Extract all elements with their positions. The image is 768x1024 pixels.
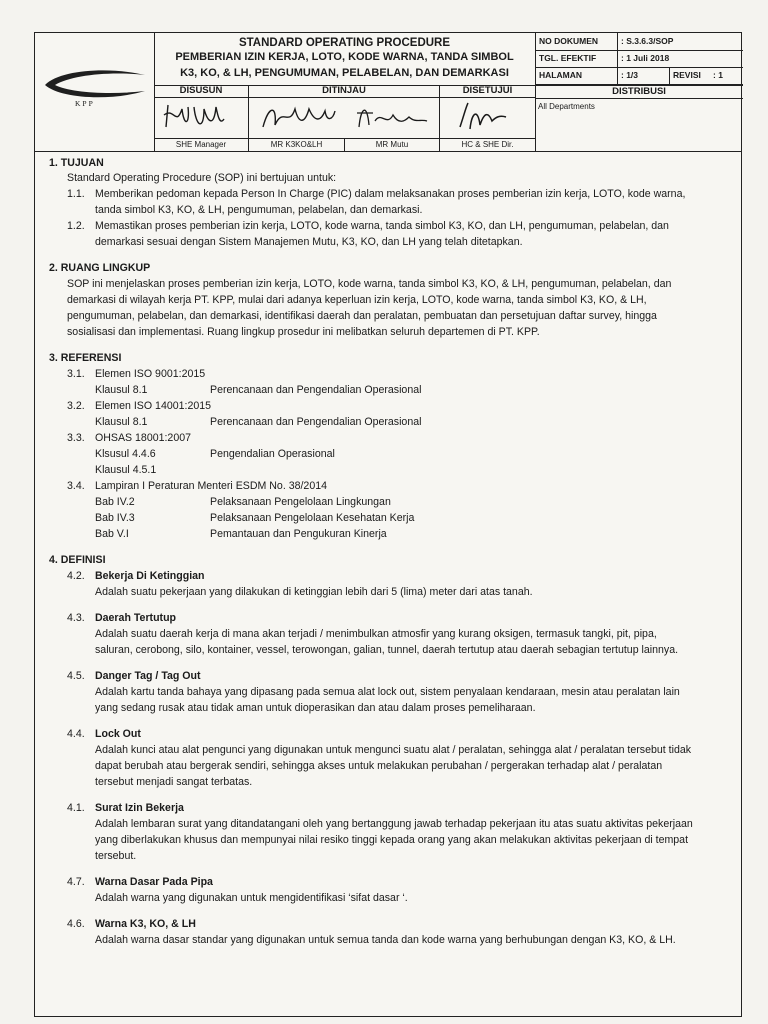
ref-num: 3.3. [67,432,85,444]
section-heading-referensi: 3. REFERENSI [49,352,122,364]
tujuan-item-num: 1.2. [67,220,85,232]
tujuan-item-line: tanda simbol K3, KO, & LH, pengumuman, pelabelan, dan demarkasi. [95,204,423,216]
approved-label: DISETUJUI [440,85,535,98]
def-text: Adalah warna yang digunakan untuk mengidentifikasi ‘sifat dasar ‘. [95,892,408,904]
def-term: Surat Izin Bekerja [95,802,184,814]
ref-desc: Pelaksanaan Pengelolaan Lingkungan [210,496,391,508]
tujuan-intro: Standard Operating Procedure (SOP) ini bertujuan untuk: [67,172,337,184]
distribution-label: DISTRIBUSI [535,85,743,99]
ref-item: Elemen ISO 9001:2015 [95,368,206,380]
def-num: 4.5. [67,670,85,682]
role-mr-k3kolh: MR K3KO&LH [249,138,345,151]
def-term: Warna K3, KO, & LH [95,918,196,930]
ruang-lingkup-line: sosialisasi dan implementasi. Ruang lingkup prosedur ini melibatkan seluruh departemen di PT. KPP. [67,326,540,338]
def-text: yang sedang rusak atau tidak aman untuk dioperasikan dan atau dalam proses pemeliharaan. [95,702,536,714]
ref-num: 3.1. [67,368,85,380]
def-num: 4.4. [67,728,85,740]
def-term: Bekerja Di Ketinggian [95,570,205,582]
tujuan-item-num: 1.1. [67,188,85,200]
meta-page-revision: HALAMAN : 1/3 REVISI : 1 [535,67,743,85]
reviewed-label: DITINJAU [249,85,439,98]
logo-text: KPP [75,99,95,108]
ref-desc: Pelaksanaan Pengelolaan Kesehatan Kerja [210,512,415,524]
meta-effective-date: TGL. EFEKTIF : 1 Juli 2018 [535,50,743,68]
def-num: 4.7. [67,876,85,888]
tujuan-item-line: Memastikan proses pemberian izin kerja, LOTO, kode warna, tanda simbol K3, KO, dan LH, pengumuman, pelabelan, dan [95,220,669,232]
document-title: STANDARD OPERATING PROCEDURE [238,37,451,49]
def-text: Adalah lembaran surat yang ditandatangani oleh yang bertanggung jawab terhadap pekerjaan itu atas suatu aktivitas pekerjaan [95,818,693,830]
tujuan-item-line: Memberikan pedoman kepada Person In Charge (PIC) dalam melaksanakan proses pemberian izin kerja, LOTO, kode warna, [95,188,686,200]
signature-approved [440,97,535,139]
def-term: Daerah Tertutup [95,612,177,624]
role-hc-she-dir: HC & SHE Dir. [440,138,535,151]
def-num: 4.6. [67,918,85,930]
ref-item: Bab IV.3 [95,512,135,524]
def-text: Adalah warna dasar standar yang digunakan untuk semua tanda dan kode warna yang berhubungan dengan K3, KO, & LH. [95,934,676,946]
ref-desc: Perencanaan dan Pengendalian Operasional [210,384,422,396]
ref-num: 3.4. [67,480,85,492]
distribution-block [535,85,743,151]
signature-prepared [154,97,248,139]
def-text: tersebut menjadi sangat terbatas. [95,776,253,788]
ref-item: Klausul 8.1 [95,384,148,396]
approval-block [154,85,536,151]
ref-item: OHSAS 18001:2007 [95,432,192,444]
ruang-lingkup-line: pengumuman, pelabelan, dan demarkasi, identifikasi daerah dan peralatan, pembuatan dan persetujuan daftar survey, hingga [67,310,657,322]
def-num: 4.2. [67,570,85,582]
ref-item: Klausul 8.1 [95,416,148,428]
section-heading-tujuan: 1. TUJUAN [49,157,104,169]
prepared-label: DISUSUN [154,85,248,98]
ref-desc: Pengendalian Operasional [210,448,335,460]
meta-divider [617,33,618,85]
document-subtitle-line-1: PEMBERIAN IZIN KERJA, LOTO, KODE WARNA, TANDA SIMBOL [175,51,514,63]
ref-desc: Pemantauan dan Pengukuran Kinerja [210,528,387,540]
title-block [154,33,536,86]
ref-item: Bab V.I [95,528,129,540]
def-text: dapat berubah atau bergerak sendiri, sehingga akses untuk melakukan perubahan / pergerakan terhadap alat / peralatan [95,760,663,772]
approval-approved [440,85,535,151]
document-subtitle-line-2: K3, KO, & LH, PENGUMUMAN, PELABELAN, DAN DEMARKASI [180,67,509,79]
signatures-reviewed [249,97,439,139]
def-text: Adalah suatu daerah kerja di mana akan terjadi / menimbulkan atmosfir yang kurang oksigen, termasuk tangki, pit, pipa, [95,628,657,640]
ruang-lingkup-line: demarkasi di wilayah kerja PT. KPP, mulai dari adanya keperluan izin kerja, LOTO, kode warna, tanda simbol K3, KO, & LH, [67,294,647,306]
section-heading-definisi: 4. DEFINISI [49,554,106,566]
def-term: Warna Dasar Pada Pipa [95,876,213,888]
def-text: Adalah kartu tanda bahaya yang dipasang pada semua alat lock out, sistem penyalaan kendaraan, mesin atau peralatan lain [95,686,680,698]
tujuan-item-line: demarkasi sesuai dengan Sistem Manajemen Mutu, K3, KO, dan LH yang telah ditetapkan. [95,236,523,248]
meta-doc-number: NO DOKUMEN : S.3.6.3/SOP [535,33,743,51]
ref-desc: Perencanaan dan Pengendalian Operasional [210,416,422,428]
ref-item: Klausul 4.5.1 [95,464,157,476]
ref-item: Elemen ISO 14001:2015 [95,400,212,412]
distribution-value: All Departments [538,102,595,111]
def-num: 4.1. [67,802,85,814]
ref-item: Lampiran I Peraturan Menteri ESDM No. 38/2014 [95,480,328,492]
ref-item: Klsusul 4.4.6 [95,448,156,460]
ref-item: Bab IV.2 [95,496,135,508]
def-text: Adalah kunci atau alat pengunci yang digunakan untuk mengunci suatu alat / peralatan, sehingga alat / peralatan tersebut tidak [95,744,692,756]
approval-reviewed [249,85,440,151]
section-heading-ruang-lingkup: 2. RUANG LINGKUP [49,262,151,274]
def-num: 4.3. [67,612,85,624]
def-term: Lock Out [95,728,141,740]
kpp-logo [41,67,149,101]
def-text: tersebut. [95,850,137,862]
def-text: saluran, cerobong, silo, kontainer, vessel, terowongan, galian, tunnel, daerah tertutup atau daerah sebagian tertutup lainnya. [95,644,679,656]
ruang-lingkup-line: SOP ini menjelaskan proses pemberian izin kerja, LOTO, kode warna, tanda simbol K3, KO, & LH, pengumuman, pelabelan, dan [67,278,672,290]
approval-prepared [154,85,249,151]
document-page [34,32,742,1017]
role-mr-mutu: MR Mutu [345,138,439,151]
def-text: yang diberlakukan khusus dan mempunyai nilai resiko tinggi kepada orang yang akan melakukan aktivitas pekerjaan di tempat [95,834,689,846]
ref-num: 3.2. [67,400,85,412]
def-term: Danger Tag / Tag Out [95,670,201,682]
def-text: Adalah suatu pekerjaan yang dilakukan di ketinggian lebih dari 5 (lima) meter dari atas tanah. [95,586,533,598]
document-meta [535,33,743,86]
role-she-manager: SHE Manager [154,138,248,151]
logo-cell [35,33,155,151]
document-header [35,33,741,152]
